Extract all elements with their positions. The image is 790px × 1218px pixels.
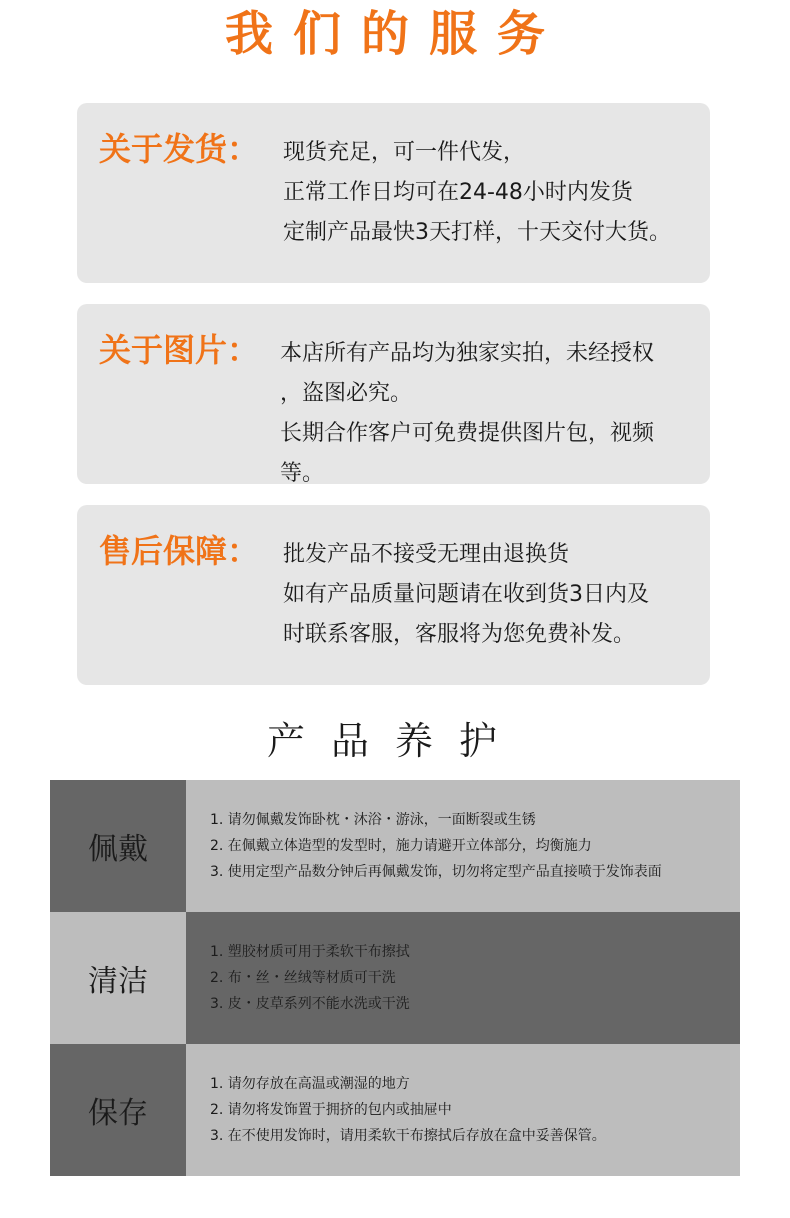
care-item: 2. 请勿将发饰置于拥挤的包内或抽屉中 [210, 1102, 452, 1118]
care-row-wear [50, 780, 740, 912]
service-text [283, 133, 671, 253]
service-card-shipping [77, 103, 710, 283]
service-text [283, 535, 649, 655]
care-heading: 佩戴 [50, 780, 186, 912]
page-title: 我们的服务 [224, 6, 565, 62]
service-line: 现货充足，可一件代发， [283, 140, 526, 165]
service-line: 定制产品最快3天打样，十天交付大货。 [283, 220, 671, 245]
service-line: 正常工作日均可在24-48小时内发货 [283, 180, 633, 205]
care-section-title: 产品养护 [266, 719, 523, 763]
service-line: 本店所有产品均为独家实拍，未经授权 [280, 341, 655, 366]
care-item: 3. 皮・皮草系列不能水洗或干洗 [210, 996, 410, 1012]
care-item: 3. 使用定型产品数分钟后再佩戴发饰，切勿将定型产品直接喷于发饰表面 [210, 864, 662, 880]
care-row-clean [50, 912, 740, 1044]
care-item: 2. 在佩戴立体造型的发型时，施力请避开立体部分，均衡施力 [210, 838, 592, 854]
service-line: 如有产品质量问题请在收到货3日内及 [283, 582, 649, 607]
service-card-images [77, 304, 710, 484]
care-item: 1. 塑胶材质可用于柔软干布擦拭 [210, 944, 410, 960]
care-item: 2. 布・丝・丝绒等材质可干洗 [210, 970, 396, 986]
care-items [186, 912, 740, 1044]
care-heading: 清洁 [50, 912, 186, 1044]
service-line: 批发产品不接受无理由退换货 [283, 542, 570, 567]
care-row-store [50, 1044, 740, 1176]
service-line: ，盗图必究。 [280, 381, 413, 406]
care-item: 1. 请勿佩戴发饰卧枕・沐浴・游泳，一面断裂或生锈 [210, 812, 536, 828]
service-line: 长期合作客户可免费提供图片包，视频 [280, 421, 655, 446]
service-line: 时联系客服，客服将为您免费补发。 [283, 622, 636, 647]
care-items [186, 1044, 740, 1176]
care-items [186, 780, 740, 912]
care-heading: 保存 [50, 1044, 186, 1176]
service-card-aftersale [77, 505, 710, 685]
service-label: 关于图片： [99, 331, 260, 369]
service-label: 售后保障： [99, 532, 260, 570]
care-item: 3. 在不使用发饰时，请用柔软干布擦拭后存放在盒中妥善保管。 [210, 1128, 606, 1144]
service-line: 等。 [280, 461, 325, 486]
service-text [280, 334, 654, 494]
service-label: 关于发货： [99, 130, 260, 168]
care-item: 1. 请勿存放在高温或潮湿的地方 [210, 1076, 410, 1092]
